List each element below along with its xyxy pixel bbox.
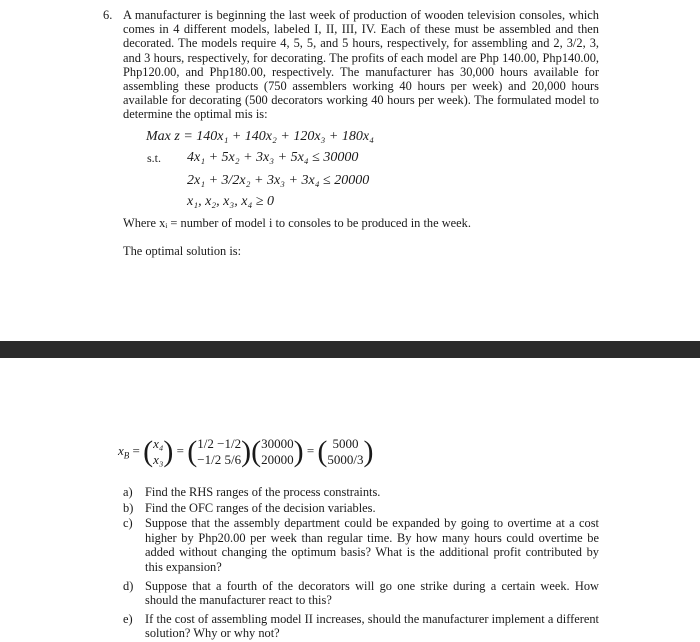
basic-solution-equation: $x_B$ = ( x₄ x₃ ) = ( 1/2 −1/2 −1/2 5/6 )( 30000 20000 ) = ( 5000 5000/3 ) — [118, 435, 374, 468]
solution-vector: 5000 5000/3 — [327, 436, 364, 467]
redaction-bar — [0, 341, 700, 358]
nonnegativity-constraint: x₁, x₂, x₃, x₄ ≥ 0 — [187, 194, 275, 209]
assembly-constraint: 4x₁ + 5x₂ + 3x₃ + 5x₄ ≤ 30000 — [187, 150, 359, 165]
basis-vector: x₄ x₃ — [153, 436, 164, 467]
variable-definition: Where xᵢ = number of model i to consoles to be produced in the week. — [123, 216, 471, 230]
binverse-matrix: 1/2 −1/2 −1/2 5/6 — [197, 436, 242, 467]
subject-to-label: s.t. — [147, 151, 162, 165]
decorating-constraint: 2x₁ + 3/2x₂ + 3x₃ + 3x₄ ≤ 20000 — [187, 173, 370, 188]
optimal-solution-label: The optimal solution is: — [123, 244, 242, 258]
question-item: a) Find the RHS ranges of the process constraints. — [123, 485, 381, 499]
question-item: e) If the cost of assembling model II increases, should the manufacturer implement a different solution? Why or why not? — [123, 611, 599, 641]
problem-text: A manufacturer is beginning the last week of production of wooden television consoles, which comes in 4 different models, labeled I, II, III, IV. Each of these must be assembled and then decorated. The models require 4, 5, 5, and 5 hours, respectively, for assembling and 2, 3/2, 3, and 3 hours, respectively, for decorating. The profits of each model are Php 140.00, Php140.00, Php120.00, and Php180.00, respectively. The manufacturer has 30,000 hours available for assembling these products (750 assemblers working 40 hours per week) and 20,000 hours available for decorating (500 decorators working 40 hours per week). The formulated model to determine the optimal mis is: — [123, 8, 599, 122]
problem-statement — [103, 8, 599, 122]
xb-symbol: $x_B$ — [118, 442, 130, 461]
objective-function: Max z = 140x₁ + 140x₂ + 120x₃ + 180x₄ — [146, 129, 374, 144]
question-item: b) Find the OFC ranges of the decision variables. — [123, 500, 376, 515]
question-item: d) Suppose that a fourth of the decorators will go one strike during a certain week. How should the manufacturer react to this? — [123, 578, 599, 608]
rhs-vector: 30000 20000 — [261, 436, 294, 467]
problem-number: 6. — [103, 8, 113, 22]
question-item: c) Suppose that the assembly department could be expanded by going to overtime at a cost higher by Php20.00 per week than regular time. By how many hours could overtime be added without changing the optimum basis? What is the additional profit contributed by this expansion? — [123, 516, 599, 574]
question-list — [123, 485, 599, 641]
